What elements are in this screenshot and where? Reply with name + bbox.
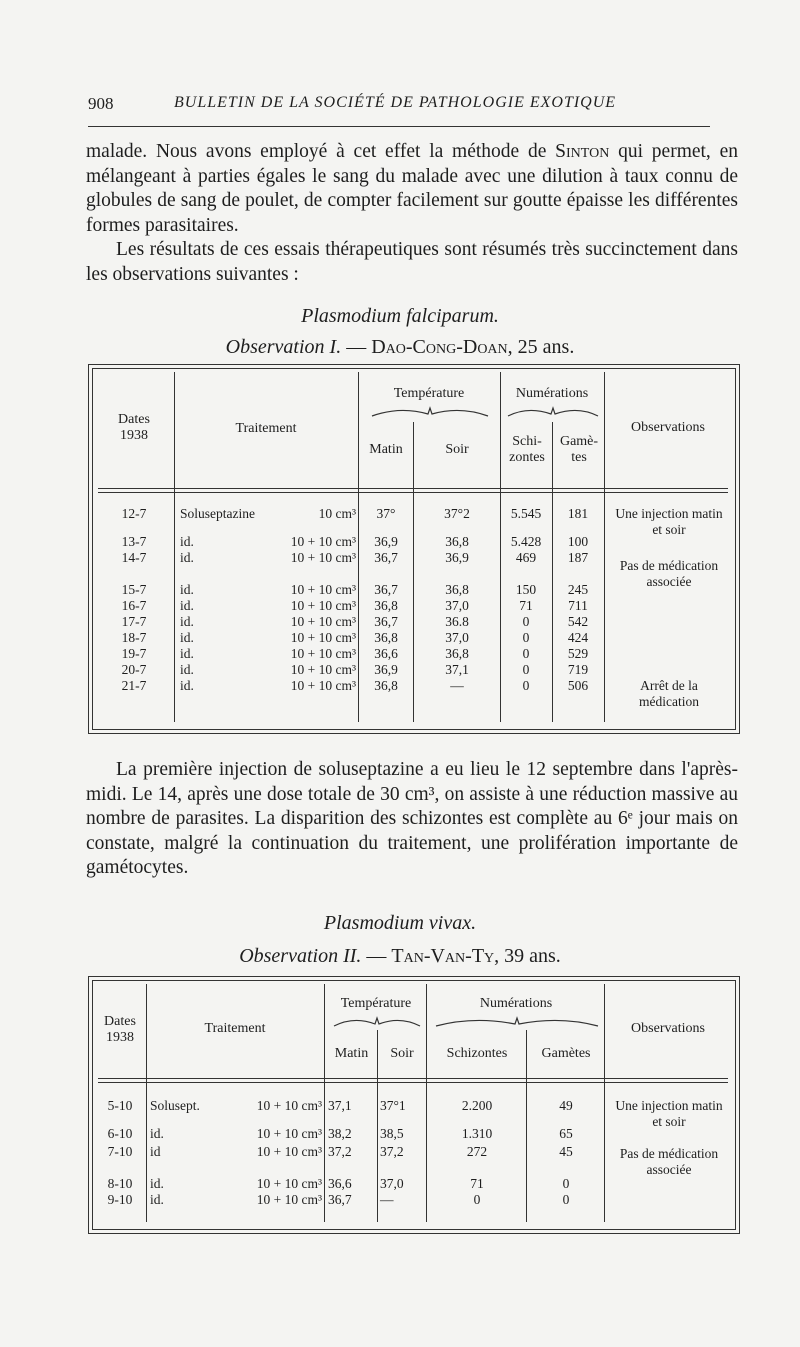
- cell-schi: 2.200: [461, 1098, 493, 1113]
- intro-paragraph-1: malade. Nous avons employé à cet effet la méthode de Sinton qui permet, en mélangeant à parties égales le sang du malade avec une dilution à taux connu de globules de sang de poulet, de compter facilement sur goutte épaisse les différentes formes parasitaires.: [86, 141, 738, 236]
- cell-matin: 38,2: [328, 1126, 352, 1141]
- obs2-patient: Tan-Van-Ty,: [391, 945, 500, 967]
- cell-date: 15-7: [121, 582, 147, 597]
- cell-soir: 36,8: [445, 534, 469, 549]
- header-dates: Dates 1938: [104, 1014, 136, 1045]
- cell-soir: 36,8: [445, 582, 469, 597]
- header-gametes: Gamè-tes: [559, 434, 599, 465]
- obs2-table: [88, 976, 740, 1234]
- cell-dose: 10 + 10 cm³: [290, 678, 356, 693]
- cell-drug: id.: [180, 534, 194, 549]
- cell-dose: 10 + 10 cm³: [290, 630, 356, 645]
- cell-matin: 36,8: [374, 598, 398, 613]
- cell-drug: id.: [150, 1192, 164, 1207]
- header-temperature: Température: [340, 996, 412, 1011]
- cell-matin: 36,6: [374, 646, 398, 661]
- cell-matin: 37°: [376, 506, 396, 521]
- cell-dose: 10 + 10 cm³: [256, 1144, 322, 1159]
- cell-drug: id.: [180, 598, 194, 613]
- obs2-title: Observation II. — Tan-Van-Ty, 39 ans.: [239, 945, 561, 967]
- cell-drug: id.: [180, 678, 194, 693]
- header-gametes: Gamètes: [541, 1046, 591, 1061]
- cell-soir: —: [450, 678, 464, 693]
- temperature-brace: [370, 404, 490, 418]
- obs2-note-2: Pas de médication associée: [619, 1146, 719, 1177]
- cell-schi: 469: [515, 550, 537, 565]
- numerations-brace: [434, 1014, 600, 1028]
- obs1-table: [88, 364, 740, 734]
- header-soir: Soir: [445, 442, 469, 457]
- cell-matin: 36,6: [328, 1176, 352, 1191]
- obs1-patient: Dao-Cong-Doan,: [371, 336, 513, 358]
- cell-soir: 38,5: [380, 1126, 404, 1141]
- cell-date: 9-10: [107, 1192, 133, 1207]
- cell-matin: 37,2: [328, 1144, 352, 1159]
- header-dates: Dates 1938: [118, 412, 150, 443]
- obs1-note-1: Une injection matin et soir: [615, 506, 723, 537]
- cell-gam: 245: [567, 582, 589, 597]
- cell-matin: 36,8: [374, 630, 398, 645]
- cell-schi: 1.310: [461, 1126, 493, 1141]
- header-soir: Soir: [390, 1046, 414, 1061]
- cell-drug: id.: [180, 614, 194, 629]
- cell-dose: 10 + 10 cm³: [256, 1176, 322, 1191]
- cell-soir: 37°2: [444, 506, 470, 521]
- cell-date: 19-7: [121, 646, 147, 661]
- cell-drug: id.: [150, 1176, 164, 1191]
- header-schizontes: Schi-zontes: [509, 434, 545, 465]
- cell-date: 17-7: [121, 614, 147, 629]
- header-observations: Observations: [631, 1021, 705, 1036]
- cell-dose: 10 + 10 cm³: [256, 1126, 322, 1141]
- cell-soir: 36,8: [445, 646, 469, 661]
- temperature-brace: [332, 1014, 422, 1028]
- middle-text: [86, 758, 738, 881]
- cell-matin: 36,7: [374, 550, 398, 565]
- cell-matin: 37,1: [328, 1098, 352, 1113]
- cell-soir: 37,0: [445, 630, 469, 645]
- cell-date: 8-10: [107, 1176, 133, 1191]
- cell-schi: 71: [519, 598, 533, 613]
- cell-matin: 36,9: [374, 534, 398, 549]
- header-observations: Observations: [631, 420, 705, 435]
- header-matin: Matin: [369, 442, 403, 457]
- intro-paragraph-2: Les résultats de ces essais thérapeutiques sont résumés très succinctement dans les observations suivantes :: [86, 239, 738, 285]
- cell-matin: 36,9: [374, 662, 398, 677]
- header-traitement: Traitement: [235, 421, 297, 436]
- cell-gam: 181: [567, 506, 589, 521]
- cell-gam: 719: [567, 662, 589, 677]
- cell-drug: id.: [180, 582, 194, 597]
- intro-text: [86, 140, 738, 288]
- cell-gam: 187: [567, 550, 589, 565]
- cell-matin: 36,7: [328, 1192, 352, 1207]
- cell-gam: 45: [559, 1144, 573, 1159]
- page-number: 908: [88, 94, 114, 113]
- cell-gam: 100: [567, 534, 589, 549]
- obs2-species: Plasmodium vivax.: [323, 912, 477, 934]
- cell-drug: id: [150, 1144, 161, 1159]
- cell-schi: 150: [515, 582, 537, 597]
- cell-schi: 272: [466, 1144, 488, 1159]
- cell-gam: 711: [568, 598, 588, 613]
- cell-soir: 37,0: [445, 598, 469, 613]
- cell-matin: 36,7: [374, 614, 398, 629]
- cell-gam: 424: [567, 630, 589, 645]
- cell-drug: id.: [180, 646, 194, 661]
- author-sinton: Sinton: [555, 141, 610, 162]
- cell-schi: 0: [473, 1192, 481, 1207]
- cell-date: 7-10: [107, 1144, 133, 1159]
- cell-date: 16-7: [121, 598, 147, 613]
- cell-soir: 36,9: [445, 550, 469, 565]
- cell-schi: 5.545: [510, 506, 542, 521]
- cell-dose: 10 + 10 cm³: [290, 646, 356, 661]
- cell-soir: 37,1: [445, 662, 469, 677]
- cell-gam: 506: [567, 678, 589, 693]
- cell-soir: 37,2: [380, 1144, 404, 1159]
- cell-date: 18-7: [121, 630, 147, 645]
- cell-schi: 5.428: [510, 534, 542, 549]
- header-schizontes: Schizontes: [446, 1046, 508, 1061]
- cell-gam: 542: [567, 614, 589, 629]
- cell-schi: 0: [522, 614, 530, 629]
- cell-drug: Solusept.: [150, 1098, 200, 1113]
- cell-dose: 10 + 10 cm³: [290, 662, 356, 677]
- cell-schi: 71: [470, 1176, 484, 1191]
- cell-dose: 10 + 10 cm³: [290, 550, 356, 565]
- cell-matin: 36,7: [374, 582, 398, 597]
- running-header: [88, 94, 710, 118]
- header-numerations: Numérations: [479, 996, 553, 1011]
- cell-matin: 36,8: [374, 678, 398, 693]
- header-matin: Matin: [334, 1046, 369, 1061]
- cell-gam: 0: [562, 1176, 570, 1191]
- cell-drug: id.: [180, 662, 194, 677]
- obs1-species: Plasmodium falciparum.: [301, 305, 499, 327]
- cell-gam: 65: [559, 1126, 573, 1141]
- cell-dose: 10 + 10 cm³: [290, 614, 356, 629]
- cell-drug: id.: [180, 630, 194, 645]
- cell-soir: —: [380, 1192, 394, 1207]
- numerations-brace: [506, 404, 600, 418]
- cell-date: 5-10: [107, 1098, 133, 1113]
- header-numerations: Numérations: [515, 386, 589, 401]
- cell-gam: 49: [559, 1098, 573, 1113]
- cell-dose: 10 cm³: [318, 506, 356, 521]
- cell-dose: 10 + 10 cm³: [290, 598, 356, 613]
- middle-paragraph: La première injection de soluseptazine a eu lieu le 12 septembre dans l'après-midi. Le 14, après une dose totale de 30 cm³, on assiste à une réduction massive au nombre de parasites. La disparition des schizontes est complète au 6ᵉ jour mais on constate, malgré la continuation du traitement, une prolifération importante de gamétocytes.: [86, 759, 738, 879]
- header-traitement: Traitement: [204, 1021, 266, 1036]
- cell-dose: 10 + 10 cm³: [256, 1098, 322, 1113]
- cell-dose: 10 + 10 cm³: [256, 1192, 322, 1207]
- cell-gam: 0: [562, 1192, 570, 1207]
- cell-date: 6-10: [107, 1126, 133, 1141]
- cell-schi: 0: [522, 678, 530, 693]
- cell-drug: id.: [150, 1126, 164, 1141]
- cell-soir: 37°1: [380, 1098, 406, 1113]
- cell-gam: 529: [567, 646, 589, 661]
- cell-date: 13-7: [121, 534, 147, 549]
- cell-schi: 0: [522, 662, 530, 677]
- cell-date: 20-7: [121, 662, 147, 677]
- cell-dose: 10 + 10 cm³: [290, 534, 356, 549]
- obs1-note-2: Pas de médication associée: [619, 558, 719, 589]
- cell-schi: 0: [522, 646, 530, 661]
- cell-drug: Soluseptazine: [180, 506, 255, 521]
- obs1-note-3: Arrêt de la médication: [639, 678, 699, 709]
- cell-dose: 10 + 10 cm³: [290, 582, 356, 597]
- obs1-title: Observation I. — Dao-Cong-Doan, 25 ans.: [225, 336, 575, 358]
- cell-schi: 0: [522, 630, 530, 645]
- cell-soir: 36.8: [445, 614, 469, 629]
- journal-title: BULLETIN DE LA SOCIÉTÉ DE PATHOLOGIE EXOTIQUE: [174, 94, 617, 111]
- header-rule: [88, 126, 710, 127]
- obs2-note-1: Une injection matin et soir: [615, 1098, 723, 1129]
- cell-soir: 37,0: [380, 1176, 404, 1191]
- header-temperature: Température: [393, 386, 465, 401]
- cell-date: 21-7: [121, 678, 147, 693]
- cell-drug: id.: [180, 550, 194, 565]
- cell-date: 12-7: [121, 506, 147, 521]
- cell-date: 14-7: [121, 550, 147, 565]
